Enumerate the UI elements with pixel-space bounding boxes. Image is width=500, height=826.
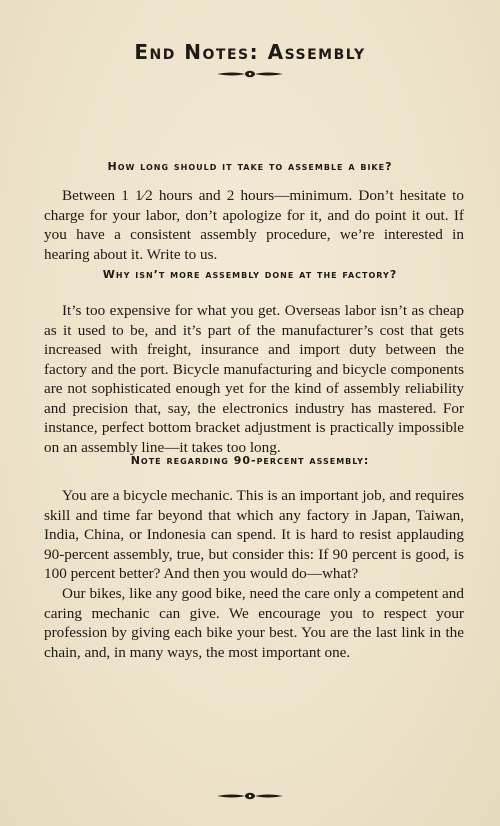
section-heading: Note regarding 90-percent assembly: <box>130 454 370 467</box>
flourish-divider-icon <box>215 791 285 801</box>
paragraph: Our bikes, like any good bike, need the care only a competent and caring mechanic can give. We encourage you to respect your profession by giving each bike your best. You are the last link in the chain, and, in many ways, the most important one. <box>44 585 464 661</box>
paragraph: Between 1 1⁄2 hours and 2 hours—minimum. Don’t hesitate to charge for your labor, don’t apologize for it, and do point it out. If you have a consistent assembly procedure, we’re interested in hearing about it. Write to us. <box>44 187 464 263</box>
flourish-divider-icon <box>215 69 285 79</box>
page-title: End Notes: Assembly <box>134 40 366 64</box>
paragraph: You are a bicycle mechanic. This is an important job, and requires skill and time far beyond that which any factory in Japan, Taiwan, India, China, or Indonesia can spend. It is hard to resist applauding 90-percent assembly, true, but consider this: If 90 percent is good, is 100 percent better? And then you would do—what? <box>44 487 464 582</box>
section-heading: Why isn’t more assembly done at the factory? <box>102 268 398 281</box>
section-heading: How long should it take to assemble a bike? <box>107 160 393 173</box>
paragraph: It’s too expensive for what you get. Overseas labor isn’t as cheap as it used to be, and it’s part of the manufacturer’s cost that gets increased with freight, insurance and import duty between the factory and the port. Bicycle manufacturing and bicycle components are not sophisticated enough yet for the kind of assembly reliability and precision that, say, the electronics industry has mastered. For instance, perfect bottom bracket adjustment is practically impossible on an assembly line—it takes too long. <box>44 302 464 456</box>
